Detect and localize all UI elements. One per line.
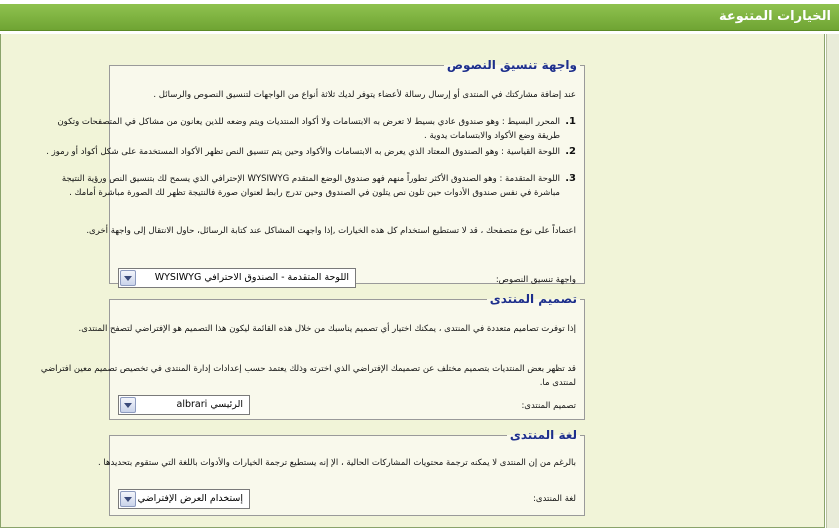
section-header	[0, 4, 839, 31]
options-panel	[0, 34, 825, 528]
forum-language-legend: لغة المنتدى	[509, 428, 577, 442]
item-text: اللوحة المتقدمة : وهو الصندوق الأكثر تطوراً منهم فهو صندوق الوضع المتقدم WYSIWYG الإحترافي الذي يسمح لك بتنسيق النص ورؤية النتيجة مباشرة في نفس صندوق الأدوات حين تلون نص يتلون في الصندوق وحين تدرج رابط لعنوان صورة فالنتيجة تظهر لك الصورة مباشرة أمامك .	[61, 174, 560, 198]
editor-interface-fieldset	[46, 58, 585, 285]
select-value: الرئيسي albrari	[176, 399, 243, 410]
vertical-scrollbar[interactable]	[826, 34, 839, 528]
forum-style-select[interactable]	[118, 395, 250, 415]
item-number: 3.	[565, 173, 576, 184]
editor-option-item	[36, 145, 576, 159]
item-number: 1.	[565, 116, 576, 127]
style-description-2: قد تظهر بعض المنتديات بتصميم مختلف عن تصميمك الإفتراضي الذي اخترته وذلك يعتمد حسب إعدادات إدارة المنتدى في تخصيص تصميم معين افتراضي لمنتدى ما.	[40, 364, 576, 388]
forum-language-fieldset	[98, 428, 585, 516]
editor-option-item	[36, 115, 576, 143]
item-text: المحرر البسيط : وهو صندوق عادي بسيط لا تعرض به الابتسامات ولا أكواد المنتديات ويتم وضعه للذين يعانون من مشاكل في المتصفحات وتكون طريقة وضع الأكواد والابتسامات يدوية .	[57, 117, 560, 141]
section-title: الخيارات المتنوعة	[718, 9, 831, 24]
editor-option-item	[36, 172, 576, 200]
forum-language-select[interactable]	[118, 489, 250, 509]
style-field-label: تصميم المنتدى:	[521, 401, 576, 411]
language-field-label: لغة المنتدى:	[533, 494, 576, 504]
item-text: اللوحة القياسية : وهو الصندوق المعتاد الذي يعرض به الابتسامات والأكواد وحين يتم تنسيق النص تظهر الأكواد المستخدمة على شكل أكواد أو رموز .	[46, 147, 560, 157]
editor-interface-select[interactable]	[118, 268, 356, 288]
chevron-down-icon[interactable]	[120, 270, 136, 286]
forum-style-fieldset	[40, 292, 585, 420]
language-description: بالرغم من إن المنتدى لا يمكنه ترجمة محتويات المشاركات الحالية ، الإ إنه يستطيع ترجمة الخيارات والأدوات باللغة التي ستقوم بتحديدها .	[98, 458, 576, 468]
editor-intro-text: عند إضافة مشاركتك في المنتدى أو إرسال رسالة لأعضاء يتوفر لديك ثلاثة أنواع من الواجهات لتنسيق النصوص والرسائل .	[153, 90, 576, 100]
forum-style-legend: تصميم المنتدى	[489, 292, 577, 306]
select-value: اللوحة المتقدمة - الصندوق الاحترافي WYSIWYG	[154, 272, 349, 283]
editor-interface-legend: واجهة تنسيق النصوص	[446, 58, 577, 72]
item-number: 2.	[565, 146, 576, 157]
select-value: إستخدام العرض الإفتراضي	[137, 493, 243, 504]
chevron-down-icon[interactable]	[120, 491, 136, 507]
chevron-down-icon[interactable]	[120, 397, 136, 413]
style-description-1: إذا توفرت تصاميم متعددة في المنتدى ، يمكنك اختيار أي تصميم يناسبك من خلال هذه القائمة ليكون هذا التصميم هو الإفتراضي لتصفح المنتدى.	[78, 324, 576, 334]
editor-field-label: واجهة تنسيق النصوص:	[495, 275, 576, 285]
editor-note-text: اعتماداً على نوع متصفحك ، قد لا تستطيع استخدام كل هذه الخيارات ,إذا واجهت المشاكل عند كتابة الرسائل، حاول الانتقال إلى واجهة أخرى.	[86, 226, 576, 236]
